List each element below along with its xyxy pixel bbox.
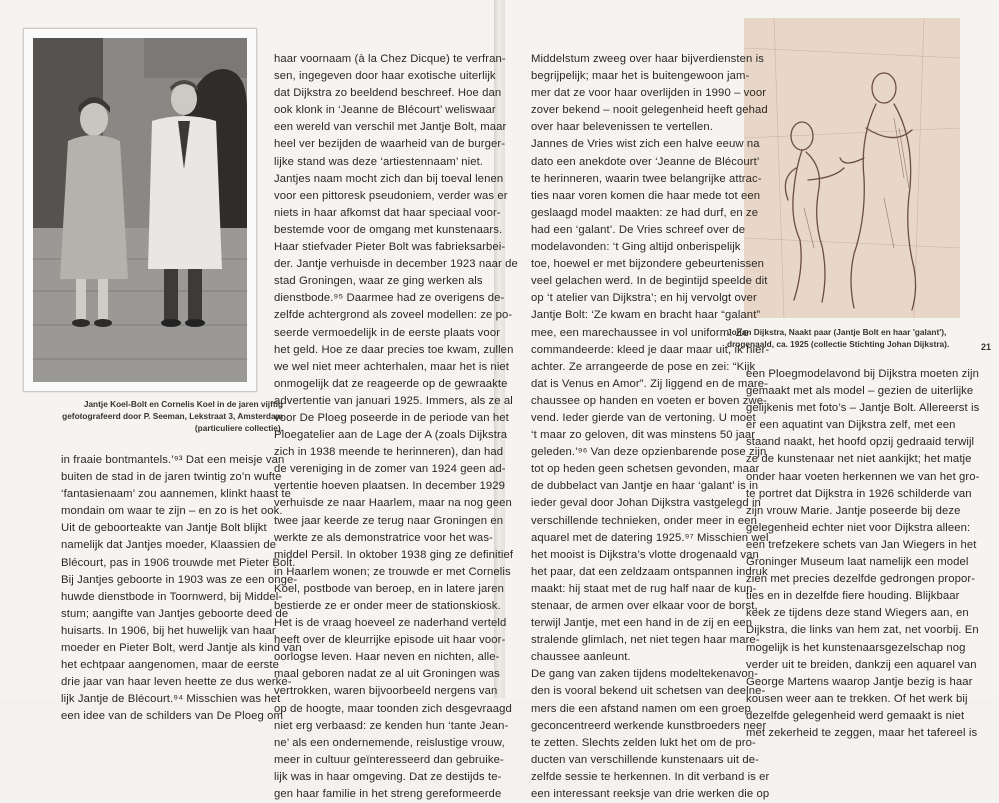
text-line: in Haarlem wonen; ze trouwde er met Cornelis bbox=[274, 565, 511, 578]
text-line: we wel niet meer achterhalen, maar het is niet bbox=[274, 360, 510, 373]
text-line: terwijl Jantje, met een hand in de zij en een bbox=[531, 617, 753, 630]
text-line: het paar, dat een zeldzaam ontspannen indruk bbox=[531, 565, 768, 578]
text-line: moeder en Pieter Bolt, werd Jantje als kind van bbox=[61, 642, 302, 655]
text-line: ducten van verschillende kunstenaars uit de- bbox=[531, 753, 759, 766]
text-line: huisarts. In 1906, bij het huwelijk van haar bbox=[61, 624, 276, 637]
text-line: Het is de vraag hoeveel ze naderhand verteld bbox=[274, 617, 507, 630]
text-line: ieder geval door Johan Dijkstra vastgelegd in bbox=[531, 497, 761, 510]
text-line: onder haar voeten herkennen we van het gro- bbox=[746, 470, 980, 483]
photo-caption-line: gefotografeerd door P. Seeman, Lekstraat 3, Amsterdam bbox=[62, 411, 283, 421]
text-line: mer dat ze voor haar overlijden in 1990 – voor bbox=[531, 87, 767, 100]
text-column-left-bottom bbox=[61, 452, 302, 726]
text-line: het mooist is Dijkstra’s vlotte drogenaald van bbox=[531, 548, 759, 561]
text-line: kousen weer aan te trekken. Of het werk bij bbox=[746, 692, 968, 705]
text-line: een interessant reeksje van drie werken die op bbox=[531, 788, 770, 801]
text-line: ties en in dezelfde fiere houding. Blijkbaar bbox=[746, 590, 960, 603]
text-line: begrijpelijk; maar het is buitengewoon jam- bbox=[531, 70, 750, 83]
text-line: ook klonk in ‘Jeanne de Blécourt’ weliswaar bbox=[274, 104, 496, 117]
text-line: niets in haar afkomst dat haar speciaal voor- bbox=[274, 206, 501, 219]
text-line: in fraaie bontmantels.’⁹³ Dat een meisje van bbox=[61, 454, 285, 466]
text-line: onmogelijk dat ze reageerde op de gewraakte bbox=[274, 377, 508, 390]
text-line: ne’ als een ondernemende, reislustige vrouw, bbox=[274, 736, 505, 749]
text-line: op ‘t atelier van Dijkstra’; en hij vervolgt over bbox=[531, 292, 757, 305]
text-line: werkte ze als demonstratrice voor het was- bbox=[274, 531, 493, 544]
text-line: het geld. Hoe ze daar precies toe kwam, zullen bbox=[274, 343, 514, 356]
text-line: zelfde sessie te herkennen. In dit verband is er bbox=[531, 770, 770, 783]
text-line: chaussee aanleunt. bbox=[531, 651, 631, 664]
text-line: gelijkenis met foto’s – Jantje Bolt. Allereerst is bbox=[746, 402, 980, 415]
text-line: sen, ingegeven door haar exotische uiterlijk bbox=[274, 70, 496, 83]
text-line: Haar stiefvader Pieter Bolt was fabrieksarbei- bbox=[274, 241, 506, 254]
text-line: modelavonden: ‘t Ging altijd onberispelijk bbox=[531, 241, 741, 254]
text-line: te portret dat Dijkstra in 1926 schilderde van bbox=[746, 487, 972, 500]
text-line: het echtpaar aangenomen, maar de eerste bbox=[61, 659, 280, 672]
text-column-right-right bbox=[746, 366, 980, 742]
text-line: stralende glimlach, net niet tegen haar mare- bbox=[531, 634, 760, 647]
text-line: tot op heden geen schetsen gevonden, maar bbox=[531, 463, 760, 476]
text-line: dato een anekdote over ‘Jeanne de Blécourt’ bbox=[531, 155, 760, 168]
text-line: over haar belevenissen te vertellen. bbox=[531, 121, 713, 134]
text-line: stad Groningen, waar ze ging werken als bbox=[274, 275, 483, 288]
text-line: Uit de geboorteakte van Jantje Bolt blijkt bbox=[61, 522, 267, 535]
text-line: den is vooral bekend uit schetsen van deelne- bbox=[531, 685, 766, 698]
text-line: keek ze tijdens deze stand Wiegers aan, en bbox=[746, 607, 969, 620]
text-line: geleden.’⁹⁶ Van deze opzienbarende pose zijn bbox=[531, 446, 767, 459]
text-line: dezelfde gelegenheid werd gemaakt is niet bbox=[746, 709, 965, 722]
text-line: zich in 1938 meende te herinneren), dan had bbox=[274, 446, 504, 459]
text-line: Groninger Museum laat namelijk een model bbox=[746, 556, 969, 569]
text-line: buiten de stad in de jaren twintig zo’n wufte bbox=[61, 471, 282, 484]
text-line: gelegenheid echter niet voor Dijkstra alleen: bbox=[746, 521, 971, 534]
text-line: gen haar familie in het streng gereformeerde bbox=[274, 788, 502, 801]
text-line: Ploegatelier aan de Lage der A (zoals Dijkstra bbox=[274, 429, 508, 442]
text-line: advertentie van januari 1925. Immers, als ze al bbox=[274, 394, 513, 407]
text-line: maakt: hij staat met de rug half naar de kun- bbox=[531, 582, 757, 595]
text-line: ‘t maar zo geloven, dit was minstens 50 jaar bbox=[531, 429, 756, 442]
text-line: een wereld van verschil met Jantje Bolt, maar bbox=[274, 121, 507, 134]
text-line: Jantjes naam mocht zich dan bij toeval lenen bbox=[274, 172, 504, 185]
text-column-left-right bbox=[274, 51, 518, 803]
text-line: voor De Ploeg poseerde in de periode van het bbox=[274, 411, 509, 424]
text-line: meer in cultuur geïnteresseerd dan gebruike- bbox=[274, 753, 504, 766]
etching-caption-line: drogenaald, ca. 1925 (collectie Stichting Johan Dijkstra). bbox=[727, 339, 950, 349]
couple-photograph bbox=[23, 28, 257, 392]
etching-caption-line: Johan Dijkstra, Naakt paar (Jantje Bolt en haar 'galant'), bbox=[727, 327, 947, 337]
text-column-right-left bbox=[531, 51, 769, 803]
text-line: zover bekend – nooit gelegenheid heeft gehad bbox=[531, 104, 768, 117]
text-line: zelfde achtergrond als zoveel modellen: ze po- bbox=[274, 309, 513, 322]
text-line: George Martens waarop Jantje bezig is haar bbox=[746, 675, 973, 688]
text-line: te herinneren, waarin twee belangrijke attrac- bbox=[531, 172, 762, 185]
text-line: drie jaar van haar leven heette ze dus werke- bbox=[61, 676, 292, 689]
text-line: Jannes de Vries wist zich een halve eeuw na bbox=[531, 138, 760, 151]
text-line: een Ploegmodelavond bij Dijkstra moeten zijn bbox=[746, 368, 979, 380]
text-line: een trefzekere schets van Jan Wiegers in het bbox=[746, 538, 977, 551]
page-number: 21 bbox=[981, 342, 992, 352]
text-line: der. Jantje verhuisde in december 1923 naar de bbox=[274, 258, 518, 271]
text-line: haar voornaam (à la Chez Dicque) te verfran- bbox=[274, 53, 506, 65]
photo-caption-line: Jantje Koel-Bolt en Cornelis Koel in de jaren vijftig bbox=[83, 399, 283, 409]
text-line: bestemde voor de omgang met kunstenaars. bbox=[274, 223, 503, 236]
text-line: chaussee op handen en voeten er boven zwe- bbox=[531, 394, 767, 407]
photo-caption-line: (particuliere collectie). bbox=[194, 423, 283, 433]
text-line: geslaagd model maakten: ze had durf, en ze bbox=[531, 206, 759, 219]
text-line: zijn vrouw Marie. Jantje poseerde bij deze bbox=[746, 504, 961, 517]
text-line: een idee van de schilders van De Ploeg om bbox=[61, 710, 284, 723]
text-line: vend. Ieder gierde van de vertoning. U moet bbox=[531, 411, 756, 424]
text-line: mers die een afstand namen om een groep bbox=[531, 702, 751, 715]
text-line: heel ver bezijden de waarheid van de burger- bbox=[274, 138, 506, 151]
text-line: staand naakt, het hoofd opzij gedraaid terwijl bbox=[746, 436, 975, 449]
text-line: dat Dijkstra zo beeldend beschreef. Hoe dan bbox=[274, 87, 502, 100]
text-line: twee jaar keerde ze terug naar Groningen en bbox=[274, 514, 504, 527]
text-line: bestierde ze er onder meer de stationskiosk. bbox=[274, 600, 501, 612]
text-line: mondain om waar te zijn – en zo is het ook. bbox=[61, 505, 283, 518]
text-line: achter. Ze arrangeerde de pose en zei: “Kijk bbox=[531, 360, 756, 373]
text-line: lijke stand was deze ‘artiestennaam’ niet. bbox=[274, 155, 484, 168]
text-line: ‘fantasienaam’ zou aannemen, klinkt haast te bbox=[61, 488, 292, 501]
text-line: de vereniging in de zomer van 1924 geen ad- bbox=[274, 463, 506, 476]
text-line: niet erg verbaasd: ze kenden hun ‘tante Jean- bbox=[274, 719, 509, 732]
text-line: de dubbelact van Jantje en haar ‘galant’ is in bbox=[531, 480, 759, 493]
text-line: veel gelachen werd. In de begintijd speelde dit bbox=[531, 275, 768, 288]
text-line: voor een pittoresk pseudoniem, verder was er bbox=[274, 189, 508, 202]
text-line: had een ‘galant’. De Vries schreef over de bbox=[531, 223, 746, 236]
text-line: maal geboren nadat ze al uit Groningen was bbox=[274, 668, 500, 681]
text-line: met zekerheid te zeggen, maar het tafereel is bbox=[746, 726, 978, 739]
text-line: dienstbode.⁹⁵ Daarmee had ze overigens de- bbox=[274, 292, 505, 305]
photo-caption bbox=[21, 398, 283, 434]
text-line: geconcentreerd werkende kunstbroeders neer bbox=[531, 719, 767, 732]
text-line: gemaakt met als model – gezien de uiterlijke bbox=[746, 385, 974, 398]
text-line: er een aquatint van Dijkstra zelf, met een bbox=[746, 419, 956, 432]
text-line: verder uit te breiden, dankzij een aquarel van bbox=[746, 658, 977, 671]
text-line: op de hoogte, maar toonden zich desgevraagd bbox=[274, 702, 512, 715]
text-line: Middelstum zweeg over haar bijverdiensten is bbox=[531, 53, 764, 65]
text-line: zien met precies dezelfde gedrongen propor- bbox=[746, 573, 976, 586]
text-line: ze de kunstenaar net niet aankijkt; het matje bbox=[746, 453, 972, 466]
text-line: aquarel met de datering 1925.⁹⁷ Misschien wel bbox=[531, 531, 769, 544]
text-line: lijk was in haar omgeving. Dat ze destijds te- bbox=[274, 770, 502, 783]
text-line: Bij Jantjes geboorte in 1903 was ze een onge- bbox=[61, 573, 298, 586]
text-line: Jantje Bolt: ‘Ze kwam en bracht haar “galant” bbox=[531, 309, 761, 322]
text-line: oorlogse leven. Haar neven en nichten, alle- bbox=[274, 651, 500, 664]
text-line: stum; aangifte van Jantjes geboorte deed de bbox=[61, 607, 289, 620]
text-line: vertrokken, waren bijvoorbeeld nergens van bbox=[274, 685, 498, 698]
text-line: namelijk dat Jantjes moeder, Klaassien de bbox=[61, 539, 277, 552]
text-line: Blécourt, pas in 1906 trouwde met Pieter Bolt. bbox=[61, 556, 296, 569]
text-line: Koel, postbode van beroep, en in latere jaren bbox=[274, 582, 504, 595]
drypoint-etching bbox=[744, 18, 960, 318]
text-line: verhuisde ze naar Haarlem, maar na nog geen bbox=[274, 497, 512, 510]
text-line: middel Persil. In oktober 1938 ging ze definitief bbox=[274, 548, 514, 561]
text-line: mogelijk is het kunstenaarsgezelschap nog bbox=[746, 641, 966, 654]
text-line: te zetten. Slechts zelden lukt het om de pro- bbox=[531, 736, 756, 749]
text-line: huwde dienstbode in Toornwerd, bij Middel- bbox=[61, 590, 283, 603]
text-line: Dijkstra, die links van hem zat, net voorbij. En bbox=[746, 624, 979, 637]
text-line: seerde vermoedelijk in de eerste plaats voor bbox=[274, 326, 501, 339]
text-line: lijk Jantje de Blécourt.⁹⁴ Misschien was het bbox=[61, 693, 281, 706]
text-line: mee, een marechaussee in vol uniform. Ze bbox=[531, 326, 750, 339]
text-line: ties naar voren komen die haar mede tot een bbox=[531, 189, 761, 202]
text-line: stenaar, de armen over elkaar voor de borst, bbox=[531, 600, 758, 612]
text-line: commandeerde: kleed je daar maar uit, ik hier- bbox=[531, 343, 770, 356]
text-line: dat is Venus en Amor”. Zij liggend en de mare- bbox=[531, 377, 768, 390]
text-line: vertentie hoeven plaatsen. In december 1929 bbox=[274, 480, 506, 493]
text-line: De gang van zaken tijdens modeltekenavon- bbox=[531, 668, 759, 681]
text-line: verschillende technieken, onder meer in een bbox=[531, 514, 757, 527]
text-line: heeft over de kleurrijke episode uit haar voor- bbox=[274, 634, 506, 647]
text-line: toe, hoewel er met bijzondere gebeurtenissen bbox=[531, 258, 764, 271]
